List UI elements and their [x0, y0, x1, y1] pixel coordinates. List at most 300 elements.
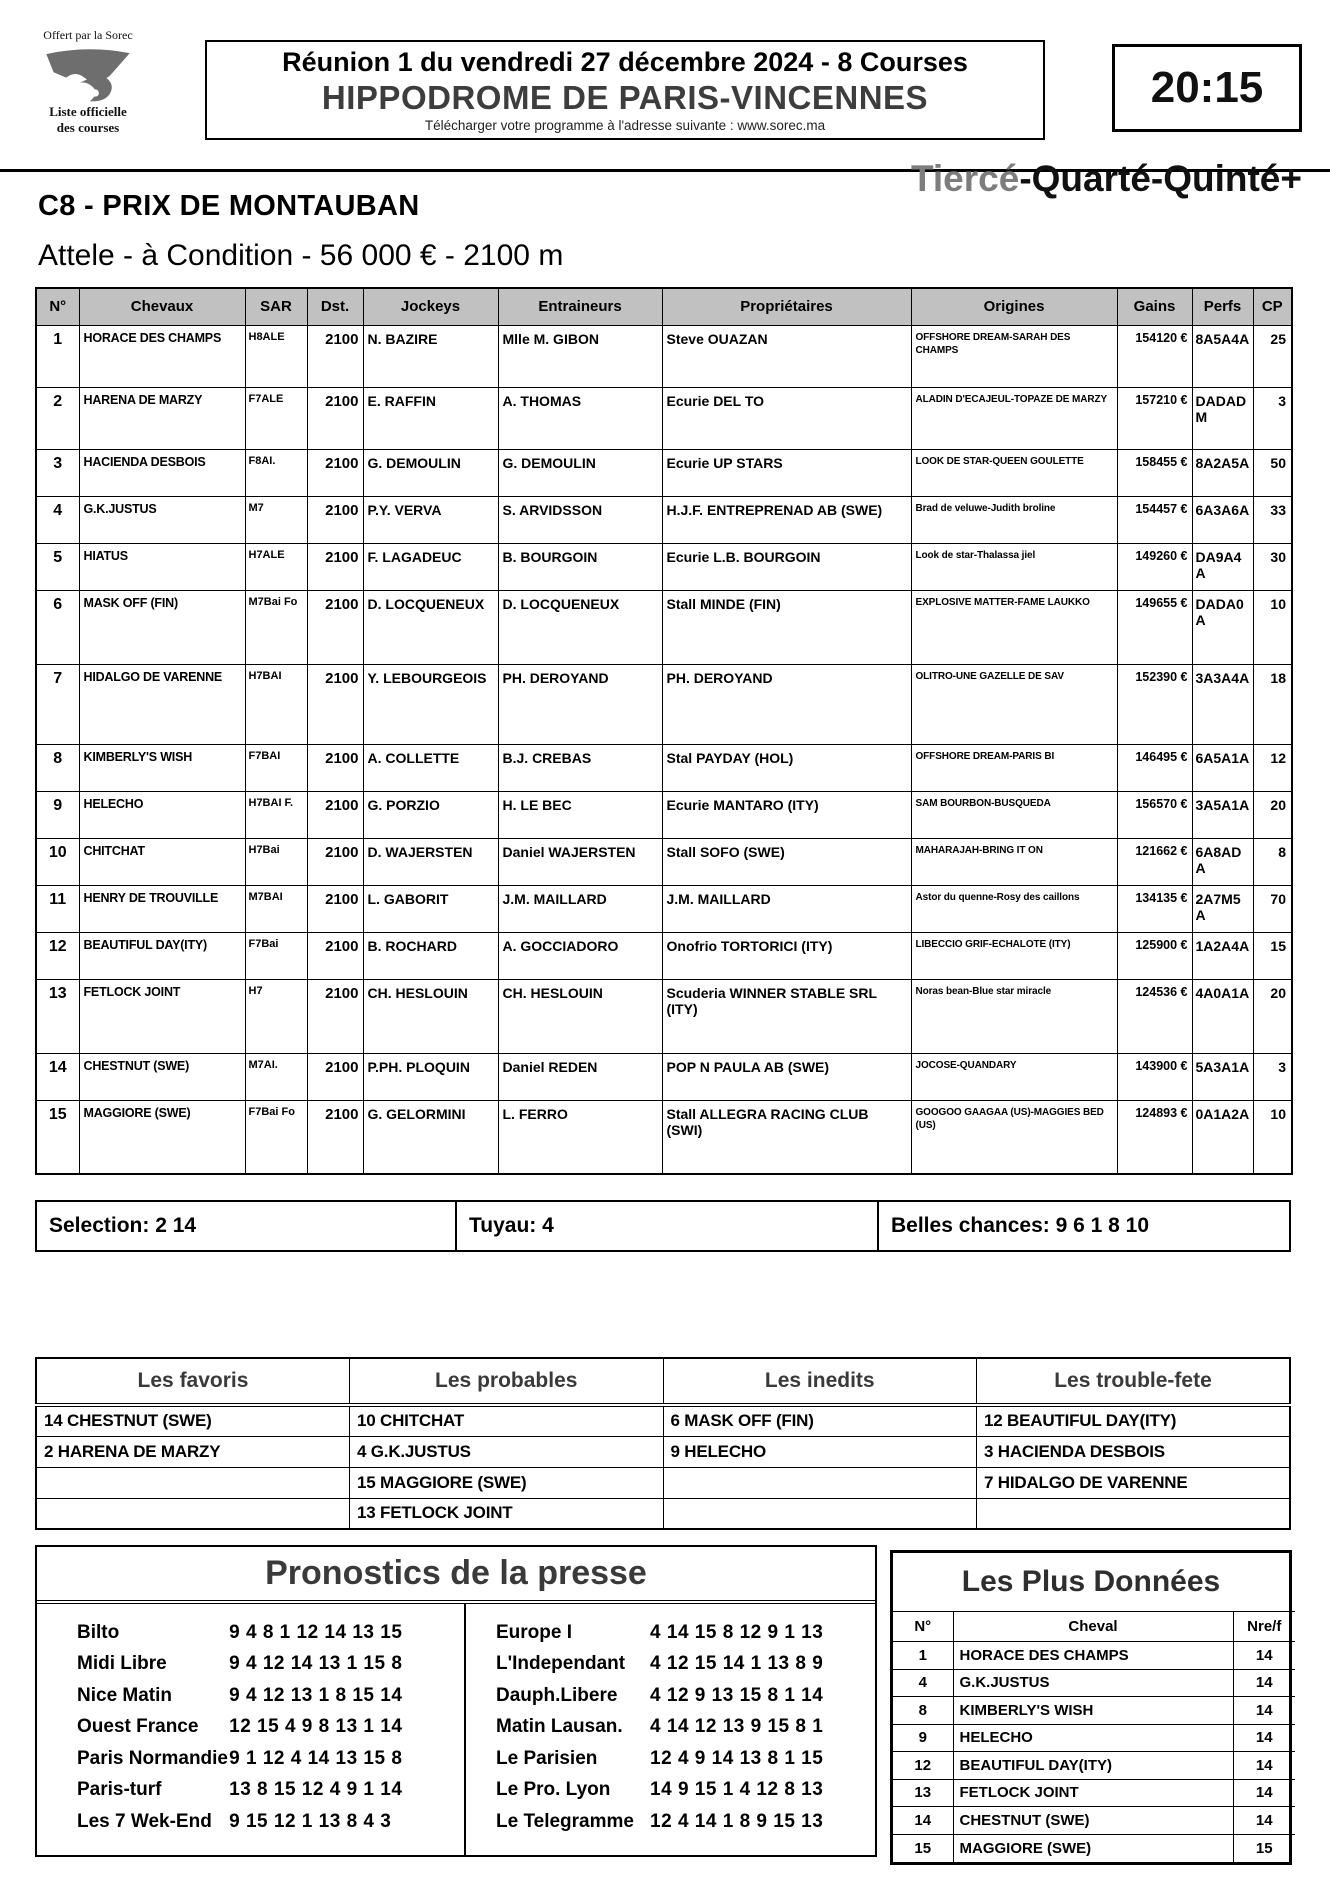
- cell-jockey: E. RAFFIN: [363, 387, 498, 449]
- press-outlet-name: Le Telegramme: [496, 1810, 634, 1832]
- cell-sar: H7: [245, 979, 307, 1053]
- plus-header-num: N°: [893, 1612, 953, 1642]
- cell-trainer: Mlle M. GIBON: [498, 325, 662, 387]
- cell-sar: F7ALE: [245, 387, 307, 449]
- cell-horse: CHESTNUT (SWE): [79, 1053, 245, 1100]
- picks-cell: [663, 1498, 977, 1529]
- meeting-title-box: [205, 40, 1045, 140]
- belles-chances-cell: Belles chances: 9 6 1 8 10: [879, 1202, 1289, 1250]
- plus-cell-num: 1: [893, 1642, 953, 1670]
- cell-jockey: L. GABORIT: [363, 885, 498, 932]
- plus-donnees-table: [893, 1611, 1295, 1862]
- plus-cell-cheval: BEAUTIFUL DAY(ITY): [953, 1752, 1233, 1780]
- cell-gains: 134135 €: [1117, 885, 1192, 932]
- cell-sar: F8AI.: [245, 449, 307, 496]
- cell-horse: HIDALGO DE VARENNE: [79, 664, 245, 744]
- plus-cell-num: 8: [893, 1697, 953, 1725]
- plus-row: [893, 1807, 1295, 1835]
- race-title: C8 - PRIX DE MONTAUBAN: [38, 190, 420, 222]
- cell-num: 5: [36, 543, 79, 590]
- press-prediction-numbers: 4 12 9 13 15 8 1 14: [650, 1684, 824, 1706]
- picks-cell: 3 HACIENDA DESBOIS: [977, 1436, 1291, 1467]
- plus-cell-num: 12: [893, 1752, 953, 1780]
- cell-perfs: 2A7M5A: [1192, 885, 1253, 932]
- press-row: [466, 1806, 875, 1838]
- cell-trainer: CH. HESLOUIN: [498, 979, 662, 1053]
- horse-row: [36, 496, 1292, 543]
- cell-sar: F7BAI: [245, 744, 307, 791]
- cell-dst: 2100: [307, 979, 363, 1053]
- press-row: [37, 1712, 464, 1744]
- cell-num: 9: [36, 791, 79, 838]
- cell-cp: 25: [1253, 325, 1292, 387]
- cell-horse: KIMBERLY'S WISH: [79, 744, 245, 791]
- cell-num: 3: [36, 449, 79, 496]
- press-row: [466, 1775, 875, 1807]
- cell-perfs: 5A3A1A: [1192, 1053, 1253, 1100]
- plus-cell-cheval: G.K.JUSTUS: [953, 1669, 1233, 1697]
- cell-sar: H7BAI F.: [245, 791, 307, 838]
- cell-jockey: G. GELORMINI: [363, 1100, 498, 1174]
- horse-row: [36, 1053, 1292, 1100]
- plus-donnees-title: Les Plus Données: [961, 1565, 1221, 1598]
- cell-dst: 2100: [307, 1100, 363, 1174]
- picks-cell: 4 G.K.JUSTUS: [350, 1436, 664, 1467]
- race-conditions: Attele - à Condition - 56 000 € - 2100 m: [38, 239, 564, 272]
- cell-perfs: DADA0A: [1192, 590, 1253, 664]
- cell-owner: Ecurie MANTARO (ITY): [662, 791, 911, 838]
- cell-cp: 20: [1253, 791, 1292, 838]
- plus-row: [893, 1669, 1295, 1697]
- cell-trainer: A. GOCCIADORO: [498, 932, 662, 979]
- cell-sar: H8ALE: [245, 325, 307, 387]
- press-outlet-name: Bilto: [77, 1621, 120, 1643]
- cell-dst: 2100: [307, 449, 363, 496]
- plus-header-row: [893, 1612, 1295, 1642]
- picks-cell: 13 FETLOCK JOINT: [350, 1498, 664, 1529]
- cell-cp: 33: [1253, 496, 1292, 543]
- plus-header-nref: Nre/f: [1233, 1612, 1295, 1642]
- sorec-logo-block: [34, 28, 142, 137]
- cell-cp: 30: [1253, 543, 1292, 590]
- cell-cp: 3: [1253, 1053, 1292, 1100]
- cell-trainer: H. LE BEC: [498, 791, 662, 838]
- col-header-perfs: Perfs: [1192, 288, 1253, 325]
- cell-perfs: 6A3A6A: [1192, 496, 1253, 543]
- cell-gains: 154120 €: [1117, 325, 1192, 387]
- press-prediction-numbers: 12 4 14 1 8 9 15 13: [650, 1810, 824, 1832]
- col-header-dst: Dst.: [307, 288, 363, 325]
- cell-origins: OFFSHORE DREAM-PARIS BI: [911, 744, 1117, 791]
- cell-owner: H.J.F. ENTREPRENAD AB (SWE): [662, 496, 911, 543]
- cell-gains: 124536 €: [1117, 979, 1192, 1053]
- plus-cell-nref: 14: [1233, 1697, 1295, 1725]
- press-row: [37, 1680, 464, 1712]
- cell-gains: 156570 €: [1117, 791, 1192, 838]
- logo-caption-top: Offert par la Sorec: [43, 28, 133, 42]
- cell-origins: GOOGOO GAAGAA (US)-MAGGIES BED (US): [911, 1100, 1117, 1174]
- press-outlet-name: Matin Lausan.: [496, 1716, 623, 1738]
- plus-row: [893, 1752, 1295, 1780]
- cell-num: 8: [36, 744, 79, 791]
- col-header-jockeys: Jockeys: [363, 288, 498, 325]
- plus-header-cheval: Cheval: [953, 1612, 1233, 1642]
- cell-gains: 143900 €: [1117, 1053, 1192, 1100]
- press-row: [466, 1743, 875, 1775]
- cell-horse: MASK OFF (FIN): [79, 590, 245, 664]
- press-prediction-numbers: 9 4 8 1 12 14 13 15: [229, 1621, 403, 1643]
- cell-dst: 2100: [307, 590, 363, 664]
- picks-cell: 6 MASK OFF (FIN): [663, 1405, 977, 1436]
- press-row: [37, 1806, 464, 1838]
- cell-jockey: D. WAJERSTEN: [363, 838, 498, 885]
- cell-trainer: PH. DEROYAND: [498, 664, 662, 744]
- cell-num: 4: [36, 496, 79, 543]
- cell-sar: H7Bai: [245, 838, 307, 885]
- horse-row: [36, 744, 1292, 791]
- press-title: Pronostics de la presse: [37, 1547, 875, 1604]
- picks-cell: 9 HELECHO: [663, 1436, 977, 1467]
- cell-owner: Stall MINDE (FIN): [662, 590, 911, 664]
- press-row: [466, 1649, 875, 1681]
- cell-origins: Noras bean-Blue star miracle: [911, 979, 1117, 1053]
- plus-cell-nref: 14: [1233, 1642, 1295, 1670]
- cell-owner: J.M. MAILLARD: [662, 885, 911, 932]
- plus-cell-nref: 14: [1233, 1752, 1295, 1780]
- cell-perfs: 0A1A2A: [1192, 1100, 1253, 1174]
- press-prediction-numbers: 9 4 12 14 13 1 15 8: [229, 1653, 403, 1675]
- sorec-logo-icon: [42, 45, 134, 103]
- picks-cell: [663, 1467, 977, 1498]
- press-row: [37, 1775, 464, 1807]
- plus-cell-cheval: KIMBERLY'S WISH: [953, 1697, 1233, 1725]
- cell-trainer: A. THOMAS: [498, 387, 662, 449]
- cell-gains: 149260 €: [1117, 543, 1192, 590]
- picks-cell: [36, 1498, 350, 1529]
- press-prediction-numbers: 4 14 15 8 12 9 1 13: [650, 1621, 824, 1643]
- plus-cell-cheval: HORACE DES CHAMPS: [953, 1642, 1233, 1670]
- selection-bar: [35, 1200, 1291, 1252]
- cell-owner: Ecurie L.B. BOURGOIN: [662, 543, 911, 590]
- cell-perfs: 3A5A1A: [1192, 791, 1253, 838]
- cell-horse: MAGGIORE (SWE): [79, 1100, 245, 1174]
- press-outlet-name: Le Pro. Lyon: [496, 1779, 611, 1801]
- col-header-entraineurs: Entraineurs: [498, 288, 662, 325]
- press-prediction-numbers: 14 9 15 1 4 12 8 13: [650, 1779, 824, 1801]
- cell-gains: 158455 €: [1117, 449, 1192, 496]
- picks-header-inedits: Les inedits: [663, 1358, 977, 1405]
- cell-dst: 2100: [307, 325, 363, 387]
- col-header-origines: Origines: [911, 288, 1117, 325]
- cell-owner: POP N PAULA AB (SWE): [662, 1053, 911, 1100]
- cell-jockey: G. PORZIO: [363, 791, 498, 838]
- horse-row: [36, 590, 1292, 664]
- cell-trainer: Daniel REDEN: [498, 1053, 662, 1100]
- cell-cp: 12: [1253, 744, 1292, 791]
- picks-row: [36, 1498, 1290, 1529]
- plus-cell-num: 13: [893, 1779, 953, 1807]
- cell-jockey: G. DEMOULIN: [363, 449, 498, 496]
- horse-row: [36, 664, 1292, 744]
- cell-origins: SAM BOURBON-BUSQUEDA: [911, 791, 1117, 838]
- picks-row: [36, 1436, 1290, 1467]
- cell-jockey: D. LOCQUENEUX: [363, 590, 498, 664]
- plus-cell-num: 14: [893, 1807, 953, 1835]
- cell-gains: 152390 €: [1117, 664, 1192, 744]
- cell-cp: 10: [1253, 590, 1292, 664]
- press-outlet-name: Midi Libre: [77, 1653, 167, 1675]
- col-header-proprietaires: Propriétaires: [662, 288, 911, 325]
- cell-origins: LOOK DE STAR-QUEEN GOULETTE: [911, 449, 1117, 496]
- race-time: 20:15: [1112, 44, 1302, 132]
- picks-cell: 7 HIDALGO DE VARENNE: [977, 1467, 1291, 1498]
- plus-row: [893, 1834, 1295, 1862]
- bet-types: [911, 158, 1302, 200]
- plus-cell-cheval: MAGGIORE (SWE): [953, 1834, 1233, 1862]
- cell-trainer: D. LOCQUENEUX: [498, 590, 662, 664]
- picks-row: [36, 1467, 1290, 1498]
- cell-cp: 3: [1253, 387, 1292, 449]
- cell-trainer: Daniel WAJERSTEN: [498, 838, 662, 885]
- press-row: [37, 1743, 464, 1775]
- plus-donnees-body: [893, 1642, 1295, 1862]
- cell-horse: HENRY DE TROUVILLE: [79, 885, 245, 932]
- horse-row: [36, 979, 1292, 1053]
- horse-row: [36, 885, 1292, 932]
- plus-cell-nref: 14: [1233, 1779, 1295, 1807]
- cell-cp: 70: [1253, 885, 1292, 932]
- press-outlet-name: Dauph.Libere: [496, 1684, 618, 1706]
- selection-cell: Selection: 2 14: [37, 1202, 457, 1250]
- plus-cell-cheval: HELECHO: [953, 1724, 1233, 1752]
- logo-caption-line2: des courses: [56, 120, 120, 136]
- cell-cp: 18: [1253, 664, 1292, 744]
- press-outlet-name: Ouest France: [77, 1716, 199, 1738]
- press-prediction-numbers: 9 15 12 1 13 8 4 3: [229, 1810, 392, 1832]
- hippodrome-name: HIPPODROME DE PARIS-VINCENNES: [321, 79, 929, 116]
- cell-owner: Scuderia WINNER STABLE SRL (ITY): [662, 979, 911, 1053]
- picks-cell: 2 HARENA DE MARZY: [36, 1436, 350, 1467]
- horse-row: [36, 387, 1292, 449]
- tuyau-cell: Tuyau: 4: [457, 1202, 879, 1250]
- cell-horse: G.K.JUSTUS: [79, 496, 245, 543]
- cell-jockey: CH. HESLOUIN: [363, 979, 498, 1053]
- cell-owner: Onofrio TORTORICI (ITY): [662, 932, 911, 979]
- cell-horse: HELECHO: [79, 791, 245, 838]
- cell-sar: M7BAI: [245, 885, 307, 932]
- plus-cell-nref: 14: [1233, 1807, 1295, 1835]
- press-row: [466, 1680, 875, 1712]
- cell-perfs: DADADM: [1192, 387, 1253, 449]
- plus-row: [893, 1724, 1295, 1752]
- cell-perfs: 4A0A1A: [1192, 979, 1253, 1053]
- picks-cell: 14 CHESTNUT (SWE): [36, 1405, 350, 1436]
- cell-origins: ALADIN D'ECAJEUL-TOPAZE DE MARZY: [911, 387, 1117, 449]
- cell-jockey: Y. LEBOURGEOIS: [363, 664, 498, 744]
- picks-header-favoris: Les favoris: [36, 1358, 350, 1405]
- logo-caption-bottom: [34, 104, 142, 137]
- cell-owner: Stall ALLEGRA RACING CLUB (SWI): [662, 1100, 911, 1174]
- cell-horse: HIATUS: [79, 543, 245, 590]
- cell-origins: JOCOSE-QUANDARY: [911, 1053, 1117, 1100]
- press-prognostics-box: [35, 1545, 877, 1857]
- press-prediction-numbers: 12 15 4 9 8 13 1 14: [229, 1716, 403, 1738]
- horse-row: [36, 838, 1292, 885]
- cell-origins: OLITRO-UNE GAZELLE DE SAV: [911, 664, 1117, 744]
- press-outlet-name: Nice Matin: [77, 1684, 173, 1706]
- press-row: [37, 1617, 464, 1649]
- cell-horse: BEAUTIFUL DAY(ITY): [79, 932, 245, 979]
- cell-owner: Ecurie DEL TO: [662, 387, 911, 449]
- cell-origins: MAHARAJAH-BRING IT ON: [911, 838, 1117, 885]
- picks-table-body: [36, 1405, 1290, 1529]
- cell-jockey: A. COLLETTE: [363, 744, 498, 791]
- press-outlet-name: Europe I: [496, 1621, 573, 1643]
- cell-dst: 2100: [307, 664, 363, 744]
- cell-horse: HACIENDA DESBOIS: [79, 449, 245, 496]
- cell-gains: 157210 €: [1117, 387, 1192, 449]
- press-prediction-numbers: 9 1 12 4 14 13 15 8: [229, 1747, 403, 1769]
- picks-header-probables: Les probables: [350, 1358, 664, 1405]
- cell-num: 15: [36, 1100, 79, 1174]
- cell-gains: 124893 €: [1117, 1100, 1192, 1174]
- press-column-left: [37, 1604, 466, 1855]
- meeting-title: Réunion 1 du vendredi 27 décembre 2024 - 8 Courses: [282, 47, 968, 77]
- cell-origins: LIBECCIO GRIF-ECHALOTE (ITY): [911, 932, 1117, 979]
- cell-horse: HORACE DES CHAMPS: [79, 325, 245, 387]
- cell-owner: Steve OUAZAN: [662, 325, 911, 387]
- col-header-gains: Gains: [1117, 288, 1192, 325]
- cell-trainer: L. FERRO: [498, 1100, 662, 1174]
- plus-cell-cheval: CHESTNUT (SWE): [953, 1807, 1233, 1835]
- cell-origins: Brad de veluwe-Judith broline: [911, 496, 1117, 543]
- cell-owner: PH. DEROYAND: [662, 664, 911, 744]
- cell-gains: 146495 €: [1117, 744, 1192, 791]
- plus-cell-num: 9: [893, 1724, 953, 1752]
- cell-dst: 2100: [307, 932, 363, 979]
- cell-cp: 20: [1253, 979, 1292, 1053]
- horse-row: [36, 543, 1292, 590]
- plus-cell-nref: 15: [1233, 1834, 1295, 1862]
- press-prediction-numbers: 9 4 12 13 1 8 15 14: [229, 1684, 403, 1706]
- cell-origins: Astor du quenne-Rosy des caillons: [911, 885, 1117, 932]
- download-note: Télécharger votre programme à l'adresse suivante : www.sorec.ma: [424, 118, 826, 133]
- cell-owner: Ecurie UP STARS: [662, 449, 911, 496]
- horse-row: [36, 1100, 1292, 1174]
- plus-row: [893, 1697, 1295, 1725]
- press-body: [37, 1604, 875, 1855]
- col-header-cp: CP: [1253, 288, 1292, 325]
- picks-header-trouble-fete: Les trouble-fete: [977, 1358, 1291, 1405]
- picks-cell: [977, 1498, 1291, 1529]
- cell-sar: M7Bai Fo: [245, 590, 307, 664]
- cell-gains: 121662 €: [1117, 838, 1192, 885]
- picks-cell: 15 MAGGIORE (SWE): [350, 1467, 664, 1498]
- col-header-chevaux: Chevaux: [79, 288, 245, 325]
- cell-sar: M7: [245, 496, 307, 543]
- cell-dst: 2100: [307, 543, 363, 590]
- cell-trainer: B. BOURGOIN: [498, 543, 662, 590]
- cell-trainer: G. DEMOULIN: [498, 449, 662, 496]
- plus-cell-nref: 14: [1233, 1724, 1295, 1752]
- cell-sar: H7BAI: [245, 664, 307, 744]
- col-header-sar: SAR: [245, 288, 307, 325]
- cell-cp: 8: [1253, 838, 1292, 885]
- cell-num: 2: [36, 387, 79, 449]
- cell-dst: 2100: [307, 791, 363, 838]
- cell-horse: HARENA DE MARZY: [79, 387, 245, 449]
- picks-header-row: [36, 1358, 1290, 1405]
- cell-perfs: 6A5A1A: [1192, 744, 1253, 791]
- cell-trainer: J.M. MAILLARD: [498, 885, 662, 932]
- cell-sar: H7ALE: [245, 543, 307, 590]
- cell-origins: EXPLOSIVE MATTER-FAME LAUKKO: [911, 590, 1117, 664]
- cell-sar: M7AI.: [245, 1053, 307, 1100]
- press-outlet-name: Le Parisien: [496, 1747, 598, 1769]
- horse-row: [36, 449, 1292, 496]
- cell-trainer: B.J. CREBAS: [498, 744, 662, 791]
- cell-jockey: B. ROCHARD: [363, 932, 498, 979]
- press-outlet-name: Les 7 Wek-End: [77, 1810, 212, 1832]
- cell-jockey: N. BAZIRE: [363, 325, 498, 387]
- cell-origins: Look de star-Thalassa jiel: [911, 543, 1117, 590]
- cell-perfs: 3A3A4A: [1192, 664, 1253, 744]
- cell-perfs: 8A5A4A: [1192, 325, 1253, 387]
- cell-origins: OFFSHORE DREAM-SARAH DES CHAMPS: [911, 325, 1117, 387]
- cell-dst: 2100: [307, 744, 363, 791]
- cell-horse: FETLOCK JOINT: [79, 979, 245, 1053]
- cell-gains: 125900 €: [1117, 932, 1192, 979]
- col-header-num: N°: [36, 288, 79, 325]
- cell-owner: Stall SOFO (SWE): [662, 838, 911, 885]
- press-outlet-name: Paris-turf: [77, 1779, 162, 1801]
- horse-row: [36, 325, 1292, 387]
- cell-num: 10: [36, 838, 79, 885]
- plus-cell-nref: 14: [1233, 1669, 1295, 1697]
- plus-cell-cheval: FETLOCK JOINT: [953, 1779, 1233, 1807]
- horses-table-body: [36, 325, 1292, 1174]
- cell-cp: 50: [1253, 449, 1292, 496]
- cell-num: 7: [36, 664, 79, 744]
- cell-dst: 2100: [307, 387, 363, 449]
- picks-row: [36, 1405, 1290, 1436]
- cell-dst: 2100: [307, 1053, 363, 1100]
- press-column-right: [466, 1604, 875, 1855]
- cell-dst: 2100: [307, 885, 363, 932]
- horse-row: [36, 932, 1292, 979]
- picks-cell: 10 CHITCHAT: [350, 1405, 664, 1436]
- cell-perfs: 8A2A5A: [1192, 449, 1253, 496]
- bet-type-tierce: Tiercé: [910, 158, 1020, 199]
- plus-row: [893, 1642, 1295, 1670]
- cell-perfs: 1A2A4A: [1192, 932, 1253, 979]
- cell-cp: 10: [1253, 1100, 1292, 1174]
- press-row: [37, 1649, 464, 1681]
- cell-jockey: F. LAGADEUC: [363, 543, 498, 590]
- press-row: [466, 1617, 875, 1649]
- cell-sar: F7Bai: [245, 932, 307, 979]
- press-row: [466, 1712, 875, 1744]
- cell-num: 14: [36, 1053, 79, 1100]
- plus-cell-num: 4: [893, 1669, 953, 1697]
- cell-gains: 154457 €: [1117, 496, 1192, 543]
- horse-row: [36, 791, 1292, 838]
- cell-perfs: 6A8ADA: [1192, 838, 1253, 885]
- cell-num: 12: [36, 932, 79, 979]
- cell-jockey: P.Y. VERVA: [363, 496, 498, 543]
- cell-perfs: DA9A4A: [1192, 543, 1253, 590]
- press-outlet-name: Paris Normandie: [77, 1747, 228, 1769]
